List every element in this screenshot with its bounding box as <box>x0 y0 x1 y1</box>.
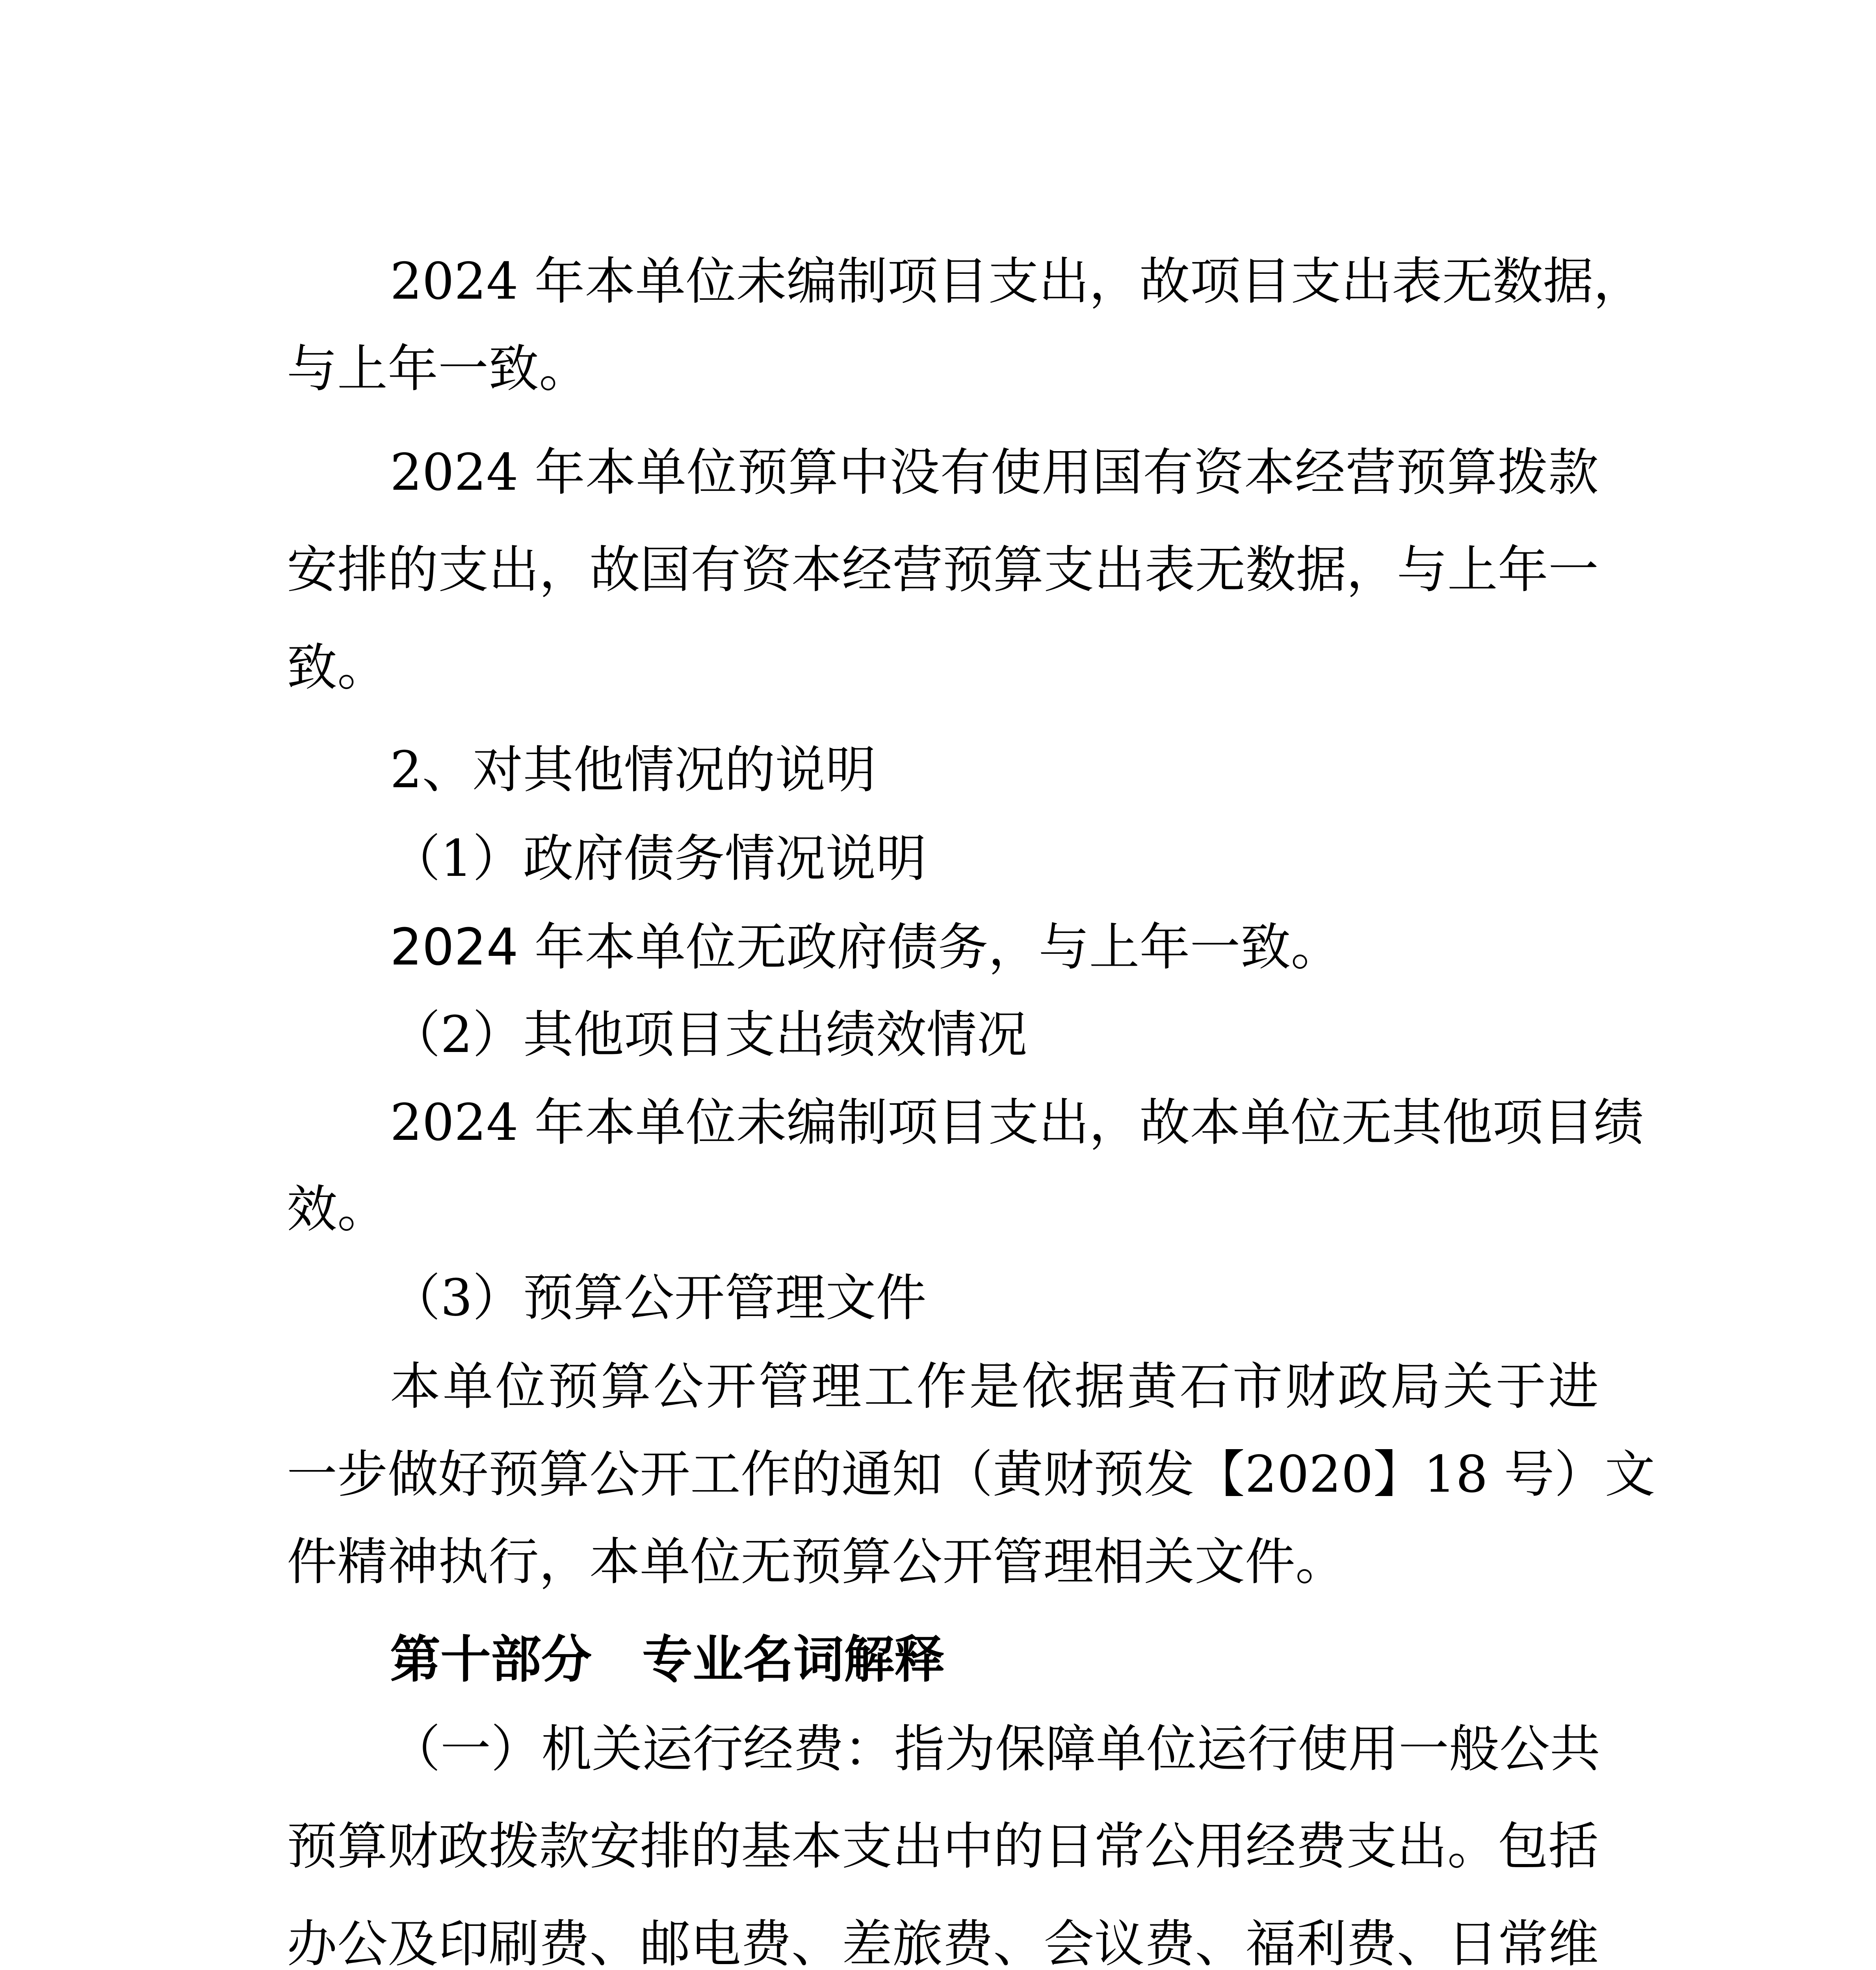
paragraph-line: 安排的支出，故国有资本经营预算支出表无数据，与上年一 <box>287 541 1599 599</box>
paragraph-line: 效。 <box>287 1180 388 1239</box>
item-heading: （1）政府债务情况说明 <box>390 829 927 888</box>
paragraph-line: 预算财政拨款安排的基本支出中的日常公用经费支出。包括 <box>287 1817 1599 1876</box>
paragraph-line: 件精神执行，本单位无预算公开管理相关文件。 <box>287 1533 1346 1591</box>
section-subheading: 2、对其他情况的说明 <box>390 741 876 799</box>
paragraph-line: （一）机关运行经费：指为保障单位运行使用一般公共 <box>390 1720 1601 1779</box>
paragraph-line: 2024 年本单位无政府债务，与上年一致。 <box>390 918 1341 977</box>
item-heading: （3）预算公开管理文件 <box>390 1269 927 1327</box>
paragraph-line: 一步做好预算公开工作的通知（黄财预发【2020】18 号）文 <box>287 1445 1655 1504</box>
paragraph-line: 2024 年本单位未编制项目支出，故本单位无其他项目绩 <box>390 1093 1644 1152</box>
paragraph-line: 2024 年本单位未编制项目支出，故项目支出表无数据， <box>390 252 1644 311</box>
paragraph-line: 2024 年本单位预算中没有使用国有资本经营预算拨款 <box>390 443 1599 502</box>
paragraph-line: 办公及印刷费、邮电费、差旅费、会议费、福利费、日常维 <box>287 1915 1599 1970</box>
paragraph-line: 本单位预算公开管理工作是依据黄石市财政局关于进 <box>390 1357 1599 1416</box>
paragraph-line: 与上年一致。 <box>287 340 590 398</box>
paragraph-line: 致。 <box>287 638 388 697</box>
item-heading: （2）其他项目支出绩效情况 <box>390 1005 1027 1064</box>
part-heading: 第十部分 专业名词解释 <box>390 1630 945 1689</box>
